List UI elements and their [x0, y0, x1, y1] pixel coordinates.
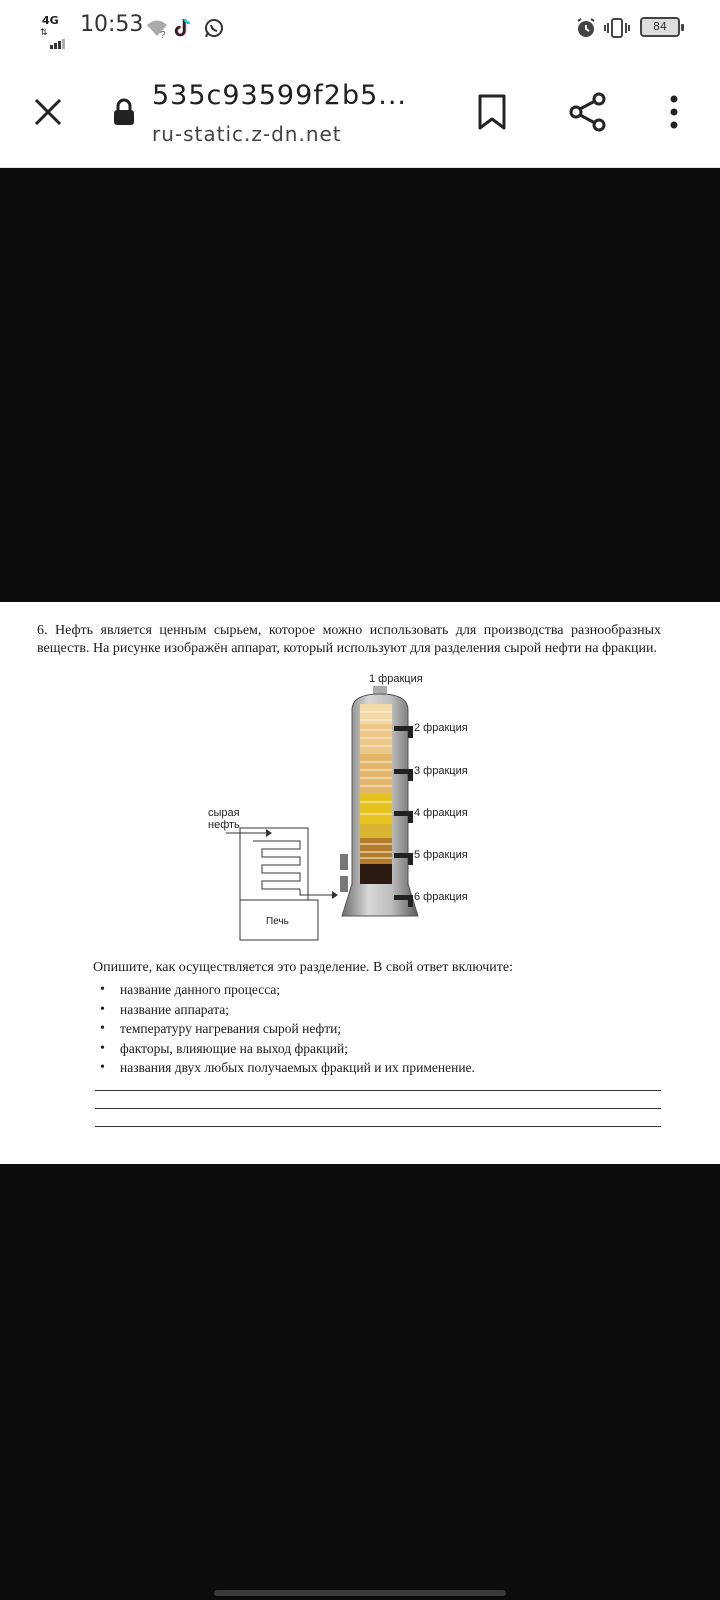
tiktok-icon [172, 16, 196, 40]
furnace-label: Печь [266, 916, 289, 927]
list-item: • факторы, влияющие на выход фракций; [120, 1039, 475, 1059]
instruction-text: Опишите, как осуществляется это разделение. В свой ответ включите: [93, 960, 513, 975]
distillation-column [340, 686, 418, 916]
list-item: • названия двух любых получаемых фракций и их применение. [120, 1058, 475, 1078]
distillation-diagram [0, 668, 720, 968]
fraction-label-5: 5 фракция [414, 849, 468, 861]
fraction-label-3: 3 фракция [414, 765, 468, 777]
answer-line [95, 1090, 661, 1091]
network-indicator [40, 14, 74, 42]
network-type: 4G [42, 14, 59, 27]
battery-icon: 84 [640, 17, 680, 37]
svg-text:?: ? [160, 30, 166, 40]
furnace-coil [226, 828, 332, 908]
bookmark-icon [477, 94, 507, 130]
answer-line [95, 1126, 661, 1127]
answer-line [95, 1108, 661, 1109]
bookmark-button[interactable] [470, 90, 514, 134]
image-backdrop-top [0, 169, 720, 602]
document-image[interactable] [0, 602, 720, 1164]
more-vert-icon [669, 95, 679, 129]
gesture-bar[interactable] [214, 1590, 506, 1596]
fraction-label-4: 4 фракция [414, 807, 468, 819]
close-button[interactable] [26, 90, 70, 134]
fraction-label-2: 2 фракция [414, 722, 468, 734]
data-arrows-icon: ⇅ [40, 28, 48, 38]
vibrate-icon [604, 16, 628, 40]
requirements-list [120, 980, 475, 1078]
image-backdrop-bottom [0, 1164, 720, 1600]
clock: 10:53 [80, 12, 144, 37]
list-item: • название данного процесса; [120, 980, 475, 1000]
wifi-question-icon [145, 16, 169, 40]
page-domain: ru-static.z-dn.net [152, 122, 342, 146]
crude-oil-label-1: сырая [208, 807, 240, 819]
fraction-label-6: 6 фракция [414, 891, 468, 903]
fraction-label-1: 1 фракция [369, 673, 423, 685]
lock-button[interactable] [102, 90, 146, 134]
close-icon [32, 96, 64, 128]
status-bar [0, 0, 720, 56]
question-text: 6. Нефть является ценным сырьем, которое можно использовать для производства разнообразных веществ. На рисунке изображён аппарат, который используют для разделения сырой нефти на фракции. [37, 623, 661, 656]
whatsapp-icon [202, 16, 226, 40]
crude-oil-label-2: нефть [208, 819, 240, 831]
more-button[interactable] [652, 90, 696, 134]
browser-toolbar [0, 56, 720, 168]
lock-icon [112, 97, 136, 127]
list-item: • название аппарата; [120, 1000, 475, 1020]
list-item: • температуру нагревания сырой нефти; [120, 1019, 475, 1039]
page-title: 535c93599f2b5... [152, 80, 408, 111]
alarm-icon [574, 16, 598, 40]
share-icon [568, 92, 608, 132]
share-button[interactable] [566, 90, 610, 134]
signal-icon [50, 30, 66, 49]
